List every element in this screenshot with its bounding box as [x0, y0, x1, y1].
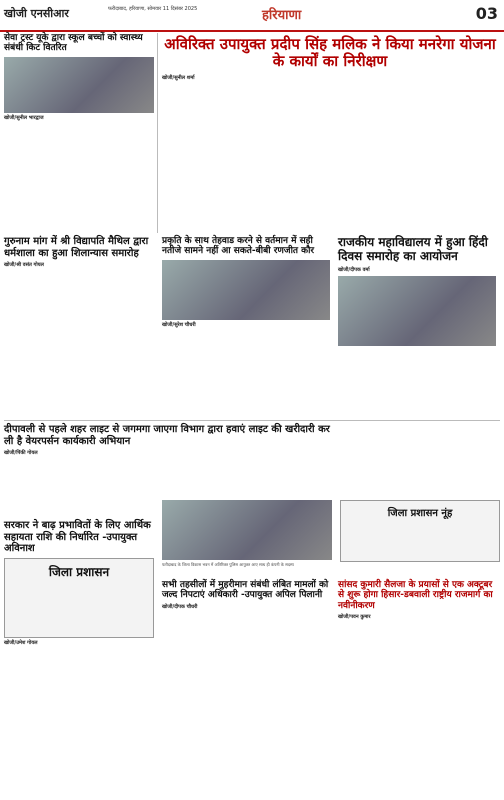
byline-1: खोजी/सुनील भारद्वाज	[4, 114, 44, 121]
article-9-body	[338, 622, 498, 772]
headline-5: राजकीय महाविद्यालय में हुआ हिंदी दिवस समारोह का आयोजन	[338, 235, 488, 263]
headline-7: सरकार ने बाढ़ प्रभावितों के लिए आर्थिक सहायता राशि की निर्धारित -उपायुक्त अविनाश	[4, 520, 151, 554]
article-4	[162, 236, 332, 400]
brand-title: खोजी एनसीआर	[4, 7, 69, 20]
byline-5: खोजी/दीपक वर्मा	[338, 266, 370, 273]
article-1	[4, 33, 154, 253]
page-number: 03	[475, 4, 498, 23]
sign-1-text: जिला प्रशासन	[48, 564, 110, 579]
headline-1: सेवा ट्रस्ट यूके द्वारा स्कूल बच्चों को स्वास्थ्य संबंधी किट वितरित	[4, 33, 143, 54]
article-8	[162, 580, 332, 762]
article-7-body	[4, 648, 154, 738]
article-4-body	[162, 330, 332, 400]
article-2	[162, 36, 498, 191]
headline-4: प्रकृति के साथ तेहवाड करने से वर्तमान में सही नतीजे सामने नहीं आ सकते-बीबी रणजीत कौर	[162, 236, 315, 257]
photo-6	[162, 500, 332, 560]
article-5-body	[338, 348, 498, 408]
article-1-body	[4, 123, 154, 253]
byline-6: खोजी/पिंकी गोयल	[4, 450, 38, 456]
sign-board-3	[340, 500, 500, 562]
masthead-meta: फरीदाबाद, हरियाणा, सोमवार 11 दिसंबर 2025	[108, 6, 198, 12]
headline-9: सांसद कुमारी सैलजा के प्रयासों से एक अक्टूबर से शुरू होगा हिसार-डबवाली राष्ट्रीय राजमार्ग का नवीनीकरण	[338, 580, 493, 611]
section-divider	[4, 420, 500, 421]
caption-1: फरीदाबाद के जिला विकास भवन में अतिरिक्त पुलिस आयुक्त आए साथ ही कंपनी के सदस्य	[162, 562, 294, 567]
byline-2: खोजी/सुनील शर्मा	[162, 74, 195, 81]
article-7	[4, 520, 154, 738]
byline-7: खोजी/उमेश गोयल	[4, 639, 38, 646]
headline-6: दीपावली से पहले शहर लाइट से जगमगा जाएगा विभाग द्वारा हवाएं लाइट की खरीदारी कर ली है वेयरपर्सन कार्यकारी अभियान	[4, 424, 330, 447]
headline-2: अविरिक्त उपायुक्त प्रदीप सिंह मलिक ने किया मनरेगा योजना के कार्यों का निरीक्षण	[164, 35, 496, 71]
article-3	[4, 236, 154, 350]
article-9	[338, 580, 498, 772]
byline-8: खोजी/दीपक चौधरी	[162, 603, 198, 610]
photo-1	[4, 57, 154, 113]
article-8-body	[162, 612, 332, 762]
sign-board-1	[4, 558, 154, 638]
byline-4: खोजी/सुरेश चौधरी	[162, 321, 196, 328]
photo-5	[338, 276, 496, 346]
column-rule	[157, 33, 158, 233]
byline-3: खोजी/श्री वसंत गोयल	[4, 262, 44, 268]
headline-3: गुरुनाम मांग में श्री विद्यापति मैथिल द्वारा धर्मशाला का हुआ शिलान्यास समारोह	[4, 236, 149, 259]
sign-3-text: जिला प्रशासन नूंह	[387, 508, 453, 519]
masthead	[0, 0, 504, 32]
headline-8: सभी तहसीलों में मुहरीमान संबंधी लंबित मामलों को जल्द निपटाएं अधिकारी -उपायुक्त अपिल पिलानी	[162, 580, 329, 601]
article-3-body	[4, 270, 154, 350]
article-2-body	[162, 83, 498, 191]
byline-9: खोजी/पवन कुमार	[338, 614, 371, 621]
section-title: हरियाणा	[262, 8, 302, 23]
photo-4	[162, 260, 330, 320]
article-5	[338, 236, 498, 408]
